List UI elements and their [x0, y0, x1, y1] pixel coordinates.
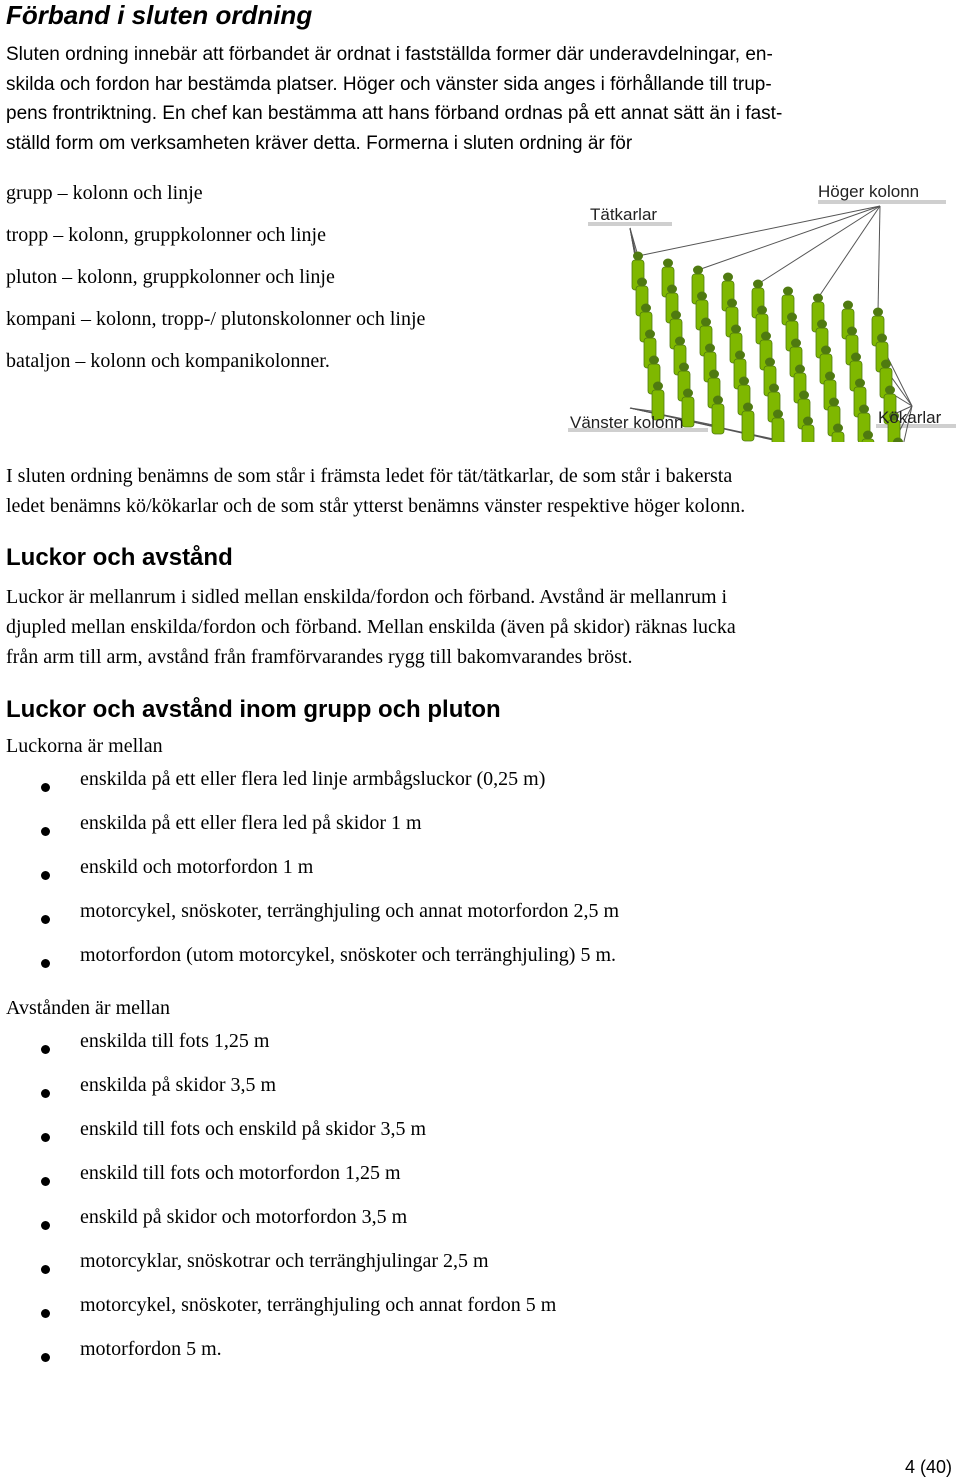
soldier-figure [802, 417, 814, 443]
intro-line: ställd form om verksamheten kräver detta. Formerna i sluten ordning är för [6, 132, 633, 154]
formation-item: pluton – kolonn, gruppkolonner och linje [6, 266, 335, 288]
bullet-icon [41, 959, 50, 968]
bullet-icon [41, 1045, 50, 1054]
list-item [0, 898, 619, 942]
label-vanster-kolonn: Vänster kolonn [570, 413, 684, 432]
bullet-icon [41, 915, 50, 924]
gaps-label: Luckorna är mellan [6, 735, 163, 757]
bullet-icon [41, 1133, 50, 1142]
formation-item: grupp – kolonn och linje [6, 182, 203, 204]
soldier-figure [712, 396, 724, 435]
description-line: ledet benämns kö/kökarlar och de som står ytterst benämns vänster respektive höger kolonn. [6, 495, 746, 517]
section-heading-luckor: Luckor och avstånd [6, 544, 233, 571]
list-item-text: motorfordon (utom motorcykel, snöskoter och terränghjuling) 5 m. [80, 944, 617, 966]
distances-list [0, 1028, 556, 1380]
bullet-icon [41, 1177, 50, 1186]
list-item-text: enskilda på skidor 3,5 m [80, 1074, 277, 1096]
formation-list [6, 176, 425, 386]
gaps-list [0, 766, 619, 986]
label-kokarlar: Kökarlar [878, 408, 942, 427]
section-heading-grupp-pluton: Luckor och avstånd inom grupp och pluton [6, 696, 501, 723]
list-item [0, 1292, 556, 1336]
soldier-figure [682, 389, 694, 428]
formation-item: tropp – kolonn, gruppkolonner och linje [6, 224, 326, 246]
bullet-icon [41, 1353, 50, 1362]
formation-figure [560, 170, 958, 442]
list-item [0, 1204, 556, 1248]
soldier-figure [832, 424, 844, 443]
formation-item: bataljon – kolonn och kompanikolonner. [6, 350, 330, 372]
pointer-line [758, 206, 880, 284]
soldier-figure [742, 403, 754, 442]
list-item-text: enskild på skidor och motorfordon 3,5 m [80, 1206, 408, 1228]
list-item-text: enskilda på ett eller flera led på skidor 1 m [80, 812, 422, 834]
list-item-text: motorcykel, snöskoter, terränghjuling och annat fordon 5 m [80, 1294, 557, 1316]
list-item-text: enskild till fots och motorfordon 1,25 m [80, 1162, 401, 1184]
intro-paragraph [6, 40, 946, 158]
list-item-text: motorcyklar, snöskotrar och terränghjulingar 2,5 m [80, 1250, 489, 1272]
paragraph-line: Luckor är mellanrum i sidled mellan enskilda/fordon och förband. Avstånd är mellanrum i [6, 586, 728, 608]
list-item [0, 1160, 556, 1204]
paragraph-line: djupled mellan enskilda/fordon och förband. Mellan enskilda (även på skidor) räknas lucka [6, 616, 736, 638]
label-tatkarlar: Tätkarlar [590, 205, 658, 224]
intro-line: pens frontriktning. En chef kan bestämma att hans förband ordnas på ett annat sätt än i fast- [6, 103, 783, 124]
soldier-figure [772, 410, 784, 443]
distances-label: Avstånden är mellan [6, 997, 171, 1019]
luckor-paragraph [6, 582, 736, 672]
bullet-icon [41, 1265, 50, 1274]
list-item-text: motorfordon 5 m. [80, 1338, 222, 1360]
list-item [0, 1072, 556, 1116]
description-paragraph [6, 461, 951, 521]
formation-item: kompani – kolonn, tropp-/ plutonskolonner och linje [6, 308, 426, 330]
list-item [0, 1336, 556, 1380]
intro-line: Sluten ordning innebär att förbandet är ordnat i fastställda former där underavdelningar, en- [6, 44, 773, 65]
bullet-icon [41, 1221, 50, 1230]
bullet-icon [41, 871, 50, 880]
list-item [0, 942, 619, 986]
list-item [0, 810, 619, 854]
bullet-icon [41, 783, 50, 792]
bullet-icon [41, 827, 50, 836]
page-number: 4 (40) [904, 1457, 952, 1477]
paragraph-line: från arm till arm, avstånd från framförvarandes rygg till bakomvarandes bröst. [6, 646, 633, 668]
list-item [0, 1116, 556, 1160]
description-line: I sluten ordning benämns de som står i främsta ledet för tät/tätkarlar, de som står i bakersta [6, 465, 733, 487]
bullet-icon [41, 1089, 50, 1098]
list-item-text: enskild till fots och enskild på skidor 3,5 m [80, 1118, 427, 1140]
label-hoger-kolonn: Höger kolonn [818, 182, 920, 201]
list-item-text: enskilda till fots 1,25 m [80, 1030, 270, 1052]
bullet-icon [41, 1309, 50, 1318]
intro-line: skilda och fordon har bestämda platser. Höger och vänster sida anges i förhållande till trup- [6, 73, 772, 95]
list-item [0, 1248, 556, 1292]
list-item-text: enskild och motorfordon 1 m [80, 856, 314, 878]
list-item [0, 766, 619, 810]
pointer-line [878, 206, 880, 312]
list-item-text: enskilda på ett eller flera led linje armbågsluckor (0,25 m) [80, 768, 546, 790]
list-item-text: motorcykel, snöskoter, terränghjuling och annat motorfordon 2,5 m [80, 900, 620, 922]
list-item [0, 854, 619, 898]
pointer-line [818, 206, 880, 298]
page-heading: Förband i sluten ordning [6, 0, 313, 30]
list-item [0, 1028, 556, 1072]
